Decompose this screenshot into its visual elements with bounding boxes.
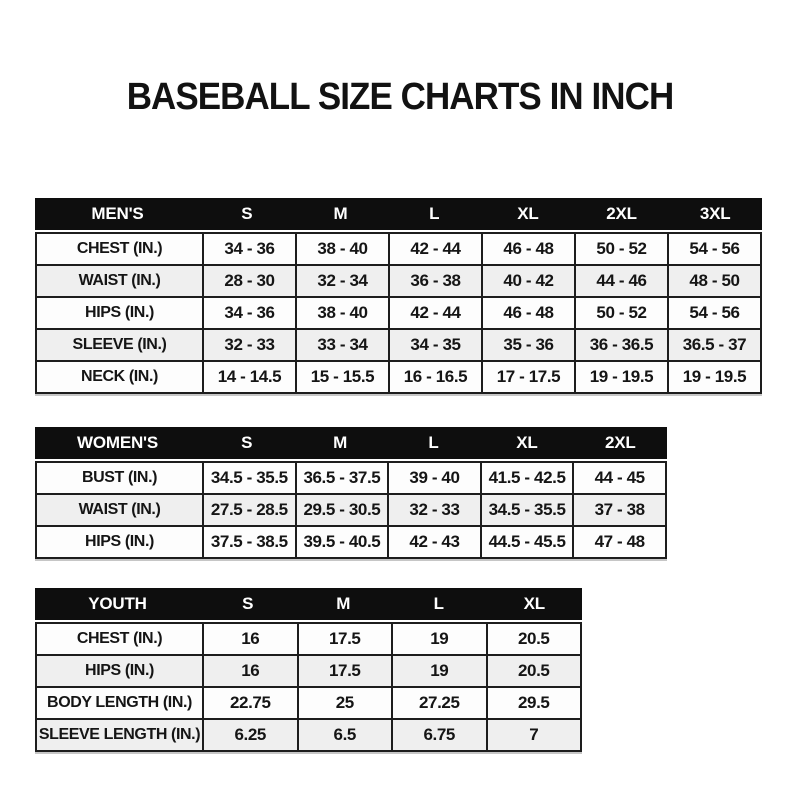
womens-group-label: WOMEN'S bbox=[76, 433, 159, 452]
size-value: 19 bbox=[391, 656, 486, 686]
size-table-mens bbox=[35, 198, 762, 394]
youth-size-header: L bbox=[433, 594, 444, 613]
size-value: 34.5 - 35.5 bbox=[202, 463, 295, 493]
size-value: 29.5 bbox=[486, 688, 581, 718]
table-row bbox=[37, 525, 665, 557]
size-value: 17.5 bbox=[297, 656, 392, 686]
size-value: 27.25 bbox=[391, 688, 486, 718]
row-label: HIPS (IN.) bbox=[85, 533, 154, 550]
table-row bbox=[37, 624, 580, 654]
womens-table-body bbox=[35, 461, 667, 559]
table-row bbox=[37, 296, 760, 328]
size-value: 37 - 38 bbox=[572, 495, 665, 525]
mens-size-header: L bbox=[429, 204, 440, 223]
size-value: 44.5 - 45.5 bbox=[480, 527, 573, 557]
size-value: 36 - 38 bbox=[388, 266, 481, 296]
size-value: 17.5 bbox=[297, 624, 392, 654]
size-value: 36.5 - 37.5 bbox=[295, 463, 388, 493]
youth-size-header: M bbox=[336, 594, 351, 613]
mens-size-header: M bbox=[333, 204, 348, 223]
size-value: 46 - 48 bbox=[481, 234, 574, 264]
row-label: CHEST (IN.) bbox=[76, 630, 163, 647]
size-value: 39 - 40 bbox=[387, 463, 480, 493]
size-value: 19 - 19.5 bbox=[667, 362, 760, 392]
size-value: 37.5 - 38.5 bbox=[202, 527, 295, 557]
row-label: NECK (IN.) bbox=[81, 368, 158, 385]
mens-group-label: MEN'S bbox=[91, 204, 144, 223]
size-value: 6.25 bbox=[202, 720, 297, 750]
size-value: 44 - 46 bbox=[574, 266, 667, 296]
youth-group-label: YOUTH bbox=[88, 594, 147, 613]
size-value: 16 bbox=[202, 656, 297, 686]
size-value: 17 - 17.5 bbox=[481, 362, 574, 392]
size-value: 38 - 40 bbox=[295, 298, 388, 328]
youth-table-body bbox=[35, 622, 582, 752]
size-value: 35 - 36 bbox=[481, 330, 574, 360]
row-label: SLEEVE (IN.) bbox=[72, 336, 167, 353]
size-value: 6.5 bbox=[297, 720, 392, 750]
table-row bbox=[37, 493, 665, 525]
size-value: 41.5 - 42.5 bbox=[480, 463, 573, 493]
size-value: 42 - 44 bbox=[388, 298, 481, 328]
womens-size-header: S bbox=[241, 433, 253, 452]
size-value: 36.5 - 37 bbox=[667, 330, 760, 360]
mens-size-header: S bbox=[241, 204, 253, 223]
size-value: 54 - 56 bbox=[667, 234, 760, 264]
size-value: 42 - 43 bbox=[387, 527, 480, 557]
row-label: HIPS (IN.) bbox=[85, 304, 154, 321]
mens-size-header: XL bbox=[517, 204, 539, 223]
size-value: 15 - 15.5 bbox=[295, 362, 388, 392]
size-value: 50 - 52 bbox=[574, 298, 667, 328]
size-value: 50 - 52 bbox=[574, 234, 667, 264]
size-value: 19 - 19.5 bbox=[574, 362, 667, 392]
size-value: 36 - 36.5 bbox=[574, 330, 667, 360]
womens-size-header: M bbox=[333, 433, 348, 452]
table-row bbox=[37, 718, 580, 750]
size-value: 14 - 14.5 bbox=[202, 362, 295, 392]
youth-size-header: XL bbox=[523, 594, 545, 613]
size-value: 38 - 40 bbox=[295, 234, 388, 264]
row-label: SLEEVE LENGTH (IN.) bbox=[38, 726, 201, 743]
size-value: 27.5 - 28.5 bbox=[202, 495, 295, 525]
womens-size-header: 2XL bbox=[605, 433, 636, 452]
row-label: CHEST (IN.) bbox=[76, 240, 163, 257]
size-value: 34 - 35 bbox=[388, 330, 481, 360]
size-value: 34.5 - 35.5 bbox=[480, 495, 573, 525]
size-value: 16 bbox=[202, 624, 297, 654]
size-value: 19 bbox=[391, 624, 486, 654]
size-value: 54 - 56 bbox=[667, 298, 760, 328]
size-value: 20.5 bbox=[486, 656, 581, 686]
size-value: 32 - 33 bbox=[202, 330, 295, 360]
size-value: 34 - 36 bbox=[202, 298, 295, 328]
size-value: 34 - 36 bbox=[202, 234, 295, 264]
table-row bbox=[37, 463, 665, 493]
womens-size-header: L bbox=[428, 433, 439, 452]
size-value: 28 - 30 bbox=[202, 266, 295, 296]
table-row bbox=[37, 360, 760, 392]
table-row bbox=[37, 654, 580, 686]
mens-size-header: 3XL bbox=[699, 204, 731, 223]
size-value: 46 - 48 bbox=[481, 298, 574, 328]
size-value: 44 - 45 bbox=[572, 463, 665, 493]
size-value: 47 - 48 bbox=[572, 527, 665, 557]
size-value: 40 - 42 bbox=[481, 266, 574, 296]
youth-size-header: S bbox=[242, 594, 254, 613]
size-table-youth bbox=[35, 588, 582, 752]
page-title: BASEBALL SIZE CHARTS IN INCH bbox=[126, 76, 674, 118]
size-value: 32 - 33 bbox=[387, 495, 480, 525]
womens-size-header: XL bbox=[516, 433, 538, 452]
size-table-womens bbox=[35, 427, 667, 559]
size-value: 48 - 50 bbox=[667, 266, 760, 296]
table-row bbox=[37, 234, 760, 264]
size-value: 16 - 16.5 bbox=[388, 362, 481, 392]
table-row bbox=[37, 686, 580, 718]
row-label: WAIST (IN.) bbox=[78, 272, 161, 289]
mens-header-row bbox=[35, 198, 762, 230]
size-value: 29.5 - 30.5 bbox=[295, 495, 388, 525]
size-value: 42 - 44 bbox=[388, 234, 481, 264]
size-value: 33 - 34 bbox=[295, 330, 388, 360]
size-value: 7 bbox=[486, 720, 581, 750]
mens-size-header: 2XL bbox=[606, 204, 637, 223]
size-value: 22.75 bbox=[202, 688, 297, 718]
table-row bbox=[37, 328, 760, 360]
row-label: BUST (IN.) bbox=[81, 469, 158, 486]
size-value: 32 - 34 bbox=[295, 266, 388, 296]
size-value: 39.5 - 40.5 bbox=[295, 527, 388, 557]
row-label: WAIST (IN.) bbox=[78, 501, 161, 518]
size-value: 20.5 bbox=[486, 624, 581, 654]
row-label: BODY LENGTH (IN.) bbox=[47, 694, 192, 711]
womens-header-row bbox=[35, 427, 667, 459]
youth-header-row bbox=[35, 588, 582, 620]
mens-table-body bbox=[35, 232, 762, 394]
size-value: 25 bbox=[297, 688, 392, 718]
size-value: 6.75 bbox=[391, 720, 486, 750]
row-label: HIPS (IN.) bbox=[85, 662, 154, 679]
table-row bbox=[37, 264, 760, 296]
